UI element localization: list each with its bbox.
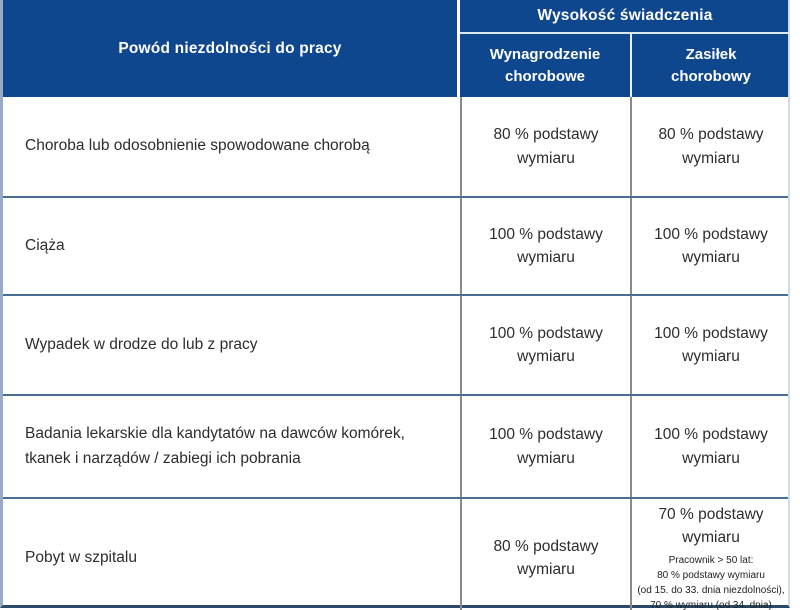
- header-benefit-section: [460, 0, 790, 97]
- wynagrodzenie-cell: [460, 296, 630, 394]
- header-wynagrodzenie-cell: [460, 34, 630, 97]
- zasilek-value: 100 % podstawy wymiaru: [654, 426, 768, 467]
- header-reason-cell: [3, 0, 460, 97]
- zasilek-value: 100 % podstawy wymiaru: [654, 324, 768, 365]
- reason-cell: [3, 198, 460, 294]
- zasilek-value: 70 % podstawy wymiaru: [658, 506, 764, 547]
- wynagrodzenie-cell: [460, 499, 630, 610]
- header-wynagrodzenie-label: Wynagrodzenie chorobowe: [489, 45, 601, 85]
- reason-cell: [3, 97, 460, 196]
- wynagrodzenie-value: 80 % podstawy wymiaru: [493, 537, 599, 578]
- zasilek-cell: [630, 97, 790, 196]
- wynagrodzenie-value: 80 % podstawy wymiaru: [493, 126, 599, 167]
- zasilek-value: 100 % podstawy wymiaru: [654, 225, 768, 266]
- table-row: [3, 97, 788, 196]
- table-row: [3, 196, 788, 294]
- zasilek-cell: [630, 499, 790, 610]
- header-benefit-group-cell: [460, 0, 790, 34]
- reason-cell: [3, 296, 460, 394]
- reason-text: Wypadek w drodze do lub z pracy: [25, 335, 258, 353]
- reason-cell: [3, 499, 460, 610]
- wynagrodzenie-cell: [460, 396, 630, 497]
- reason-text: Choroba lub odosobnienie spowodowane chorobą: [25, 137, 370, 155]
- zasilek-note-line: Pracownik > 50 lat:: [668, 554, 754, 566]
- reason-text: Pobyt w szpitalu: [25, 548, 137, 566]
- zasilek-note-line: 70 % wymiaru (od 34. dnia): [650, 599, 772, 610]
- zasilek-value: 80 % podstawy wymiaru: [658, 126, 764, 167]
- reason-text: Ciąża: [25, 236, 65, 254]
- header-zasilek-label: Zasiłek chorobowy: [670, 45, 751, 85]
- wynagrodzenie-cell: [460, 198, 630, 294]
- zasilek-cell: [630, 296, 790, 394]
- zasilek-cell: [630, 198, 790, 294]
- reason-text: Badania lekarskie dla kandytatów na dawców komórek, tkanek i narządów / zabiegi ich pobrania: [25, 425, 405, 467]
- table-row: [3, 497, 788, 610]
- zasilek-note-line: 80 % podstawy wymiaru: [657, 569, 765, 581]
- table-row: [3, 394, 788, 497]
- zasilek-note: [637, 553, 784, 610]
- wynagrodzenie-value: 100 % podstawy wymiaru: [489, 324, 603, 365]
- reason-cell: [3, 396, 460, 497]
- header-subcolumns: [460, 34, 790, 97]
- zasilek-cell: [630, 396, 790, 497]
- wynagrodzenie-value: 100 % podstawy wymiaru: [489, 426, 603, 467]
- table-row: [3, 294, 788, 394]
- table-header: [3, 0, 788, 97]
- header-reason-label: Powód niezdolności do pracy: [118, 39, 342, 57]
- wynagrodzenie-value: 100 % podstawy wymiaru: [489, 225, 603, 266]
- zasilek-note-line: (od 15. do 33. dnia niezdolności),: [637, 584, 785, 596]
- header-benefit-group-label: Wysokość świadczenia: [537, 7, 713, 24]
- header-zasilek-cell: [630, 34, 790, 97]
- wynagrodzenie-cell: [460, 97, 630, 196]
